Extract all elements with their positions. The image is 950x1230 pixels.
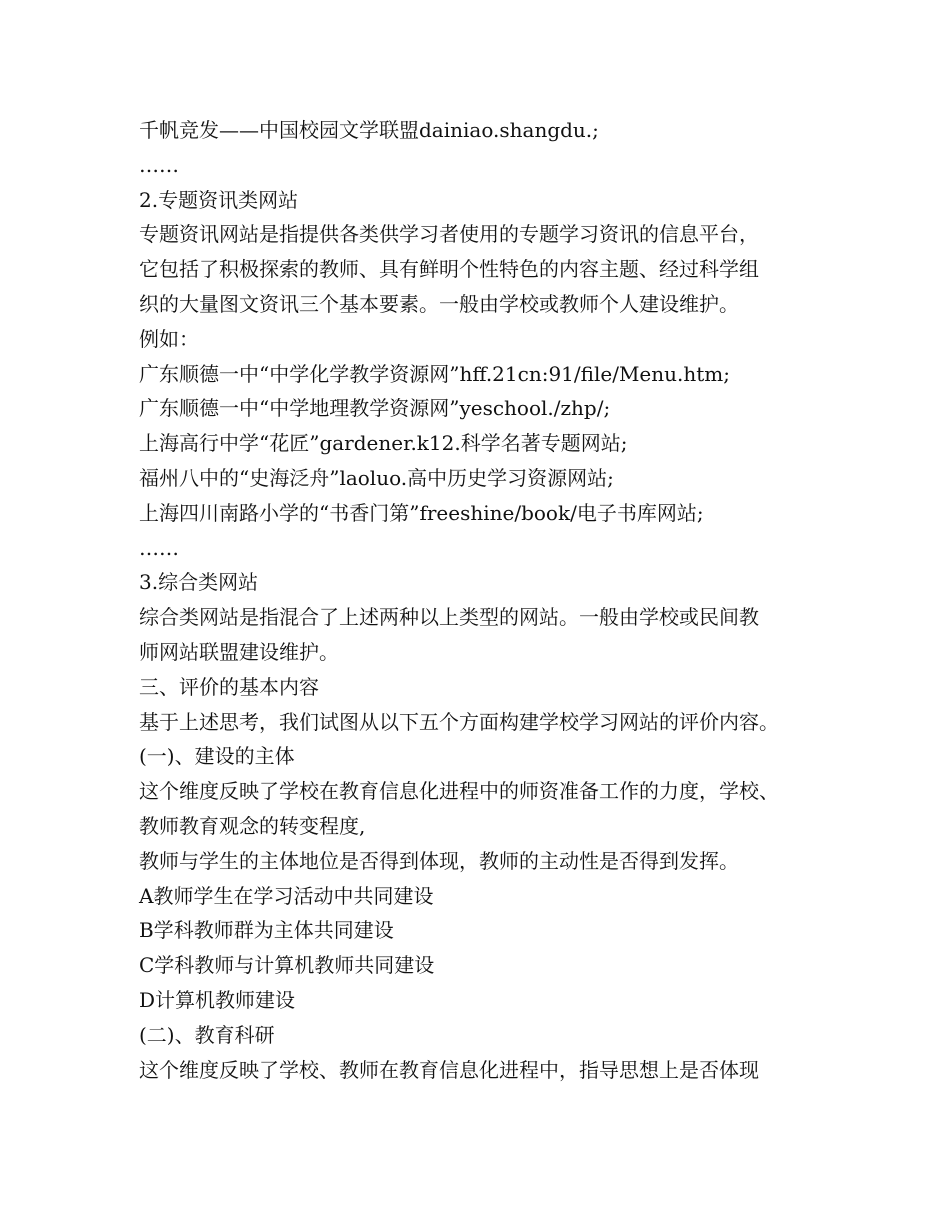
option-item: D计算机教师建设: [139, 987, 296, 1012]
option-item: A教师学生在学习活动中共同建设: [139, 883, 434, 908]
paragraph-line: 师网站联盟建设维护。: [139, 639, 339, 664]
paragraph-line: 综合类网站是指混合了上述两种以上类型的网站。一般由学校或民间教: [139, 605, 759, 630]
example-label: 例如：: [139, 326, 199, 351]
ellipsis-line: ……: [139, 535, 179, 560]
example-item: 上海四川南路小学的“书香门第”freeshine/book/电子书库网站;: [139, 500, 704, 525]
paragraph-line: 基于上述思考，我们试图从以下五个方面构建学校学习网站的评价内容。: [139, 709, 779, 734]
subsection-heading: (二)、教育科研: [139, 1022, 275, 1047]
section-heading: 三、评价的基本内容: [139, 674, 319, 699]
text-line: 千帆竞发——中国校园文学联盟dainiao.shangdu.;: [139, 118, 599, 142]
option-item: B学科教师群为主体共同建设: [139, 918, 394, 943]
paragraph-line: 这个维度反映了学校、教师在教育信息化进程中，指导思想上是否体现: [139, 1057, 759, 1082]
paragraph-line: 这个维度反映了学校在教育信息化进程中的师资准备工作的力度，学校、: [139, 779, 779, 804]
paragraph-line: 教师教育观念的转变程度,: [139, 813, 366, 838]
example-item: 上海高行中学“花匠”gardener.k12.科学名著专题网站;: [139, 431, 628, 456]
section-heading: 2.专题资讯类网站: [139, 187, 299, 212]
paragraph-line: 它包括了积极探索的教师、具有鲜明个性特色的内容主题、经过科学组: [139, 257, 759, 282]
document-body: [139, 113, 839, 1087]
paragraph-line: 专题资讯网站是指提供各类供学习者使用的专题学习资讯的信息平台，: [139, 222, 759, 247]
paragraph-line: 教师与学生的主体地位是否得到体现，教师的主动性是否得到发挥。: [139, 848, 739, 873]
example-item: 福州八中的“史海泛舟”laoluo.高中历史学习资源网站;: [139, 465, 614, 490]
subsection-heading: (一)、建设的主体: [139, 744, 295, 769]
section-heading: 3.综合类网站: [139, 570, 259, 595]
paragraph-line: 织的大量图文资讯三个基本要素。一般由学校或教师个人建设维护。: [139, 291, 739, 316]
example-item: 广东顺德一中“中学地理教学资源网”yeschool./zhp/;: [139, 396, 611, 421]
example-item: 广东顺德一中“中学化学教学资源网”hff.21cn:91/file/Menu.htm;: [139, 361, 731, 386]
option-item: C学科教师与计算机教师共同建设: [139, 953, 435, 978]
ellipsis-line: ……: [139, 152, 179, 177]
